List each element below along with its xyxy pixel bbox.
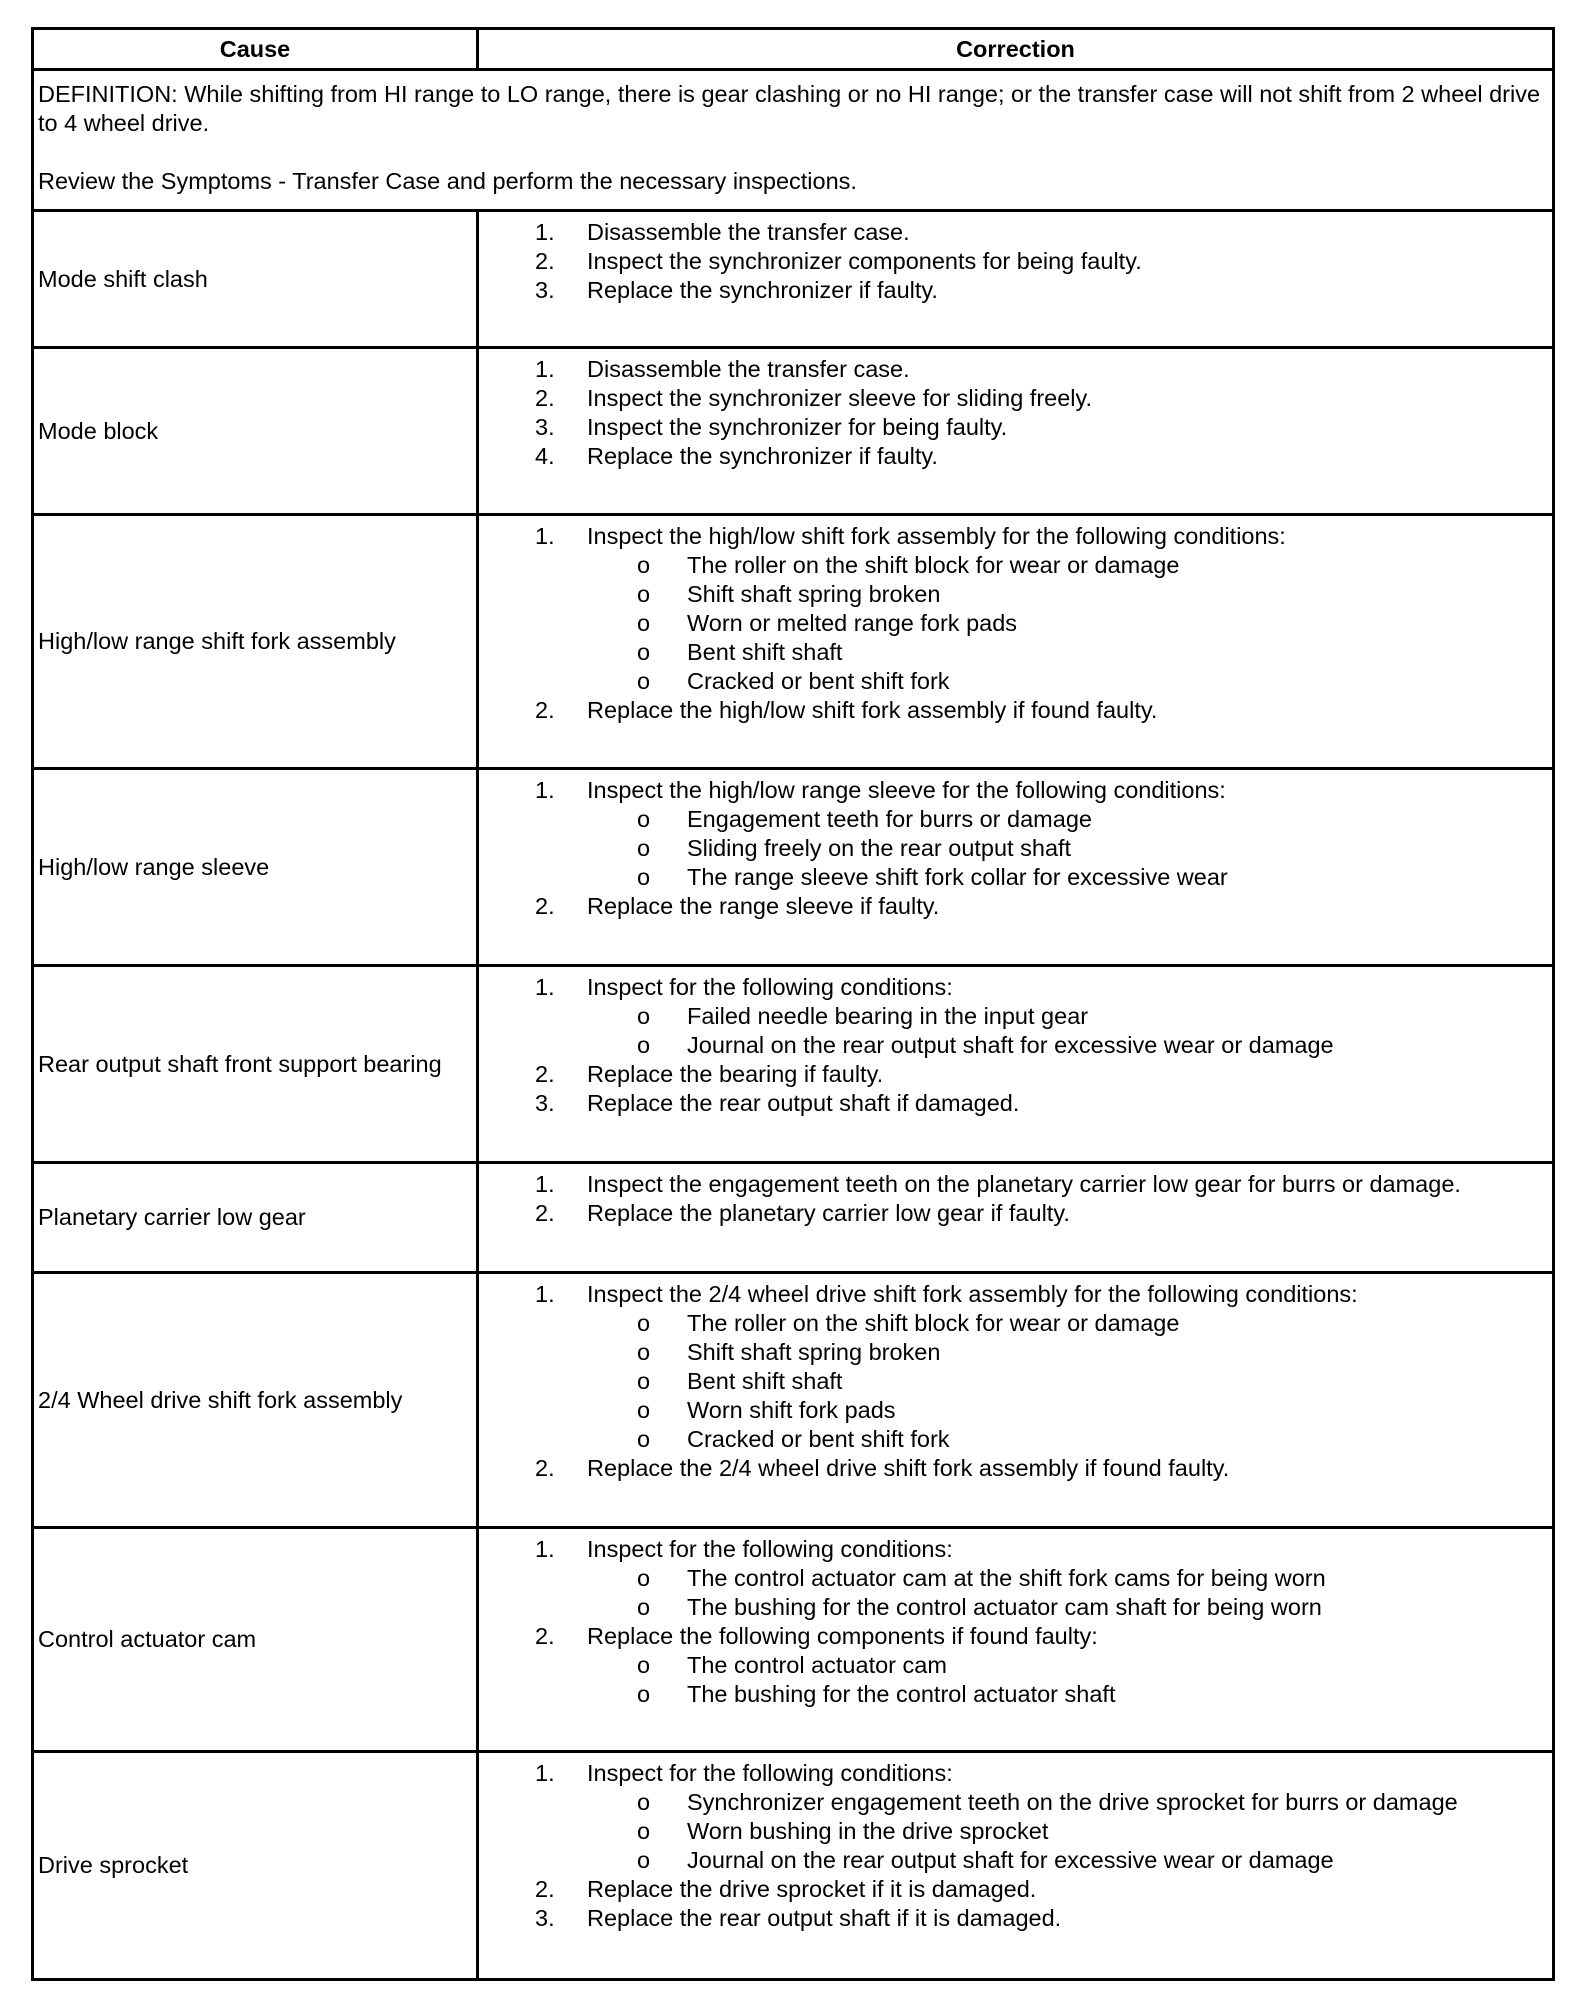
step-text: Replace the bearing if faulty. [587, 1061, 884, 1087]
correction-step [479, 776, 1552, 892]
condition-text: Engagement teeth for burrs or damage [687, 806, 1092, 832]
bullet-icon: o [637, 1681, 651, 1707]
correction-step [479, 247, 1552, 276]
table-row [33, 769, 1554, 966]
step-text: Inspect the high/low range sleeve for the following conditions: [587, 777, 1226, 803]
step-text: Inspect the 2/4 wheel drive shift fork assembly for the following conditions: [587, 1281, 1358, 1307]
step-text: Inspect for the following conditions: [587, 1536, 953, 1562]
condition-item [479, 1396, 1552, 1425]
bullet-icon: o [637, 864, 651, 890]
step-number: 1. [535, 1536, 555, 1562]
definition-cell [33, 70, 1554, 211]
table-row [33, 1752, 1554, 1980]
correction-step [479, 973, 1552, 1060]
table-row [33, 1528, 1554, 1752]
condition-item [479, 805, 1552, 834]
condition-item [479, 1651, 1552, 1680]
condition-text: Sliding freely on the rear output shaft [687, 835, 1072, 861]
step-number: 1. [535, 1281, 555, 1307]
condition-list [587, 1309, 1552, 1454]
bullet-icon: o [637, 806, 651, 832]
correction-cell [478, 1273, 1554, 1528]
correction-steps [479, 355, 1552, 471]
condition-item [479, 609, 1552, 638]
correction-step [479, 1280, 1552, 1454]
correction-cell [478, 348, 1554, 515]
table-row [33, 348, 1554, 515]
cause-cell: High/low range shift fork assembly [33, 515, 478, 769]
condition-text: Failed needle bearing in the input gear [687, 1003, 1089, 1029]
step-text: Replace the rear output shaft if it is damaged. [587, 1905, 1062, 1931]
correction-step [479, 1875, 1552, 1904]
correction-step [479, 1199, 1552, 1228]
condition-item [479, 1788, 1552, 1817]
correction-cell [478, 1528, 1554, 1752]
step-text: Replace the following components if found faulty: [587, 1623, 1098, 1649]
condition-list [587, 805, 1552, 892]
definition-row [33, 70, 1554, 211]
condition-item [479, 638, 1552, 667]
step-text: Inspect for the following conditions: [587, 1760, 953, 1786]
cause-cell: High/low range sleeve [33, 769, 478, 966]
step-text: Inspect the synchronizer components for being faulty. [587, 248, 1142, 274]
bullet-icon: o [637, 1426, 651, 1452]
table-row [33, 515, 1554, 769]
bullet-icon: o [637, 668, 651, 694]
bullet-icon: o [637, 1339, 651, 1365]
correction-step [479, 413, 1552, 442]
step-number: 2. [535, 697, 555, 723]
step-number: 2. [535, 1623, 555, 1649]
correction-cell [478, 966, 1554, 1163]
condition-item [479, 834, 1552, 863]
step-number: 1. [535, 974, 555, 1000]
condition-list [587, 1651, 1552, 1709]
condition-item [479, 1680, 1552, 1709]
definition-text: DEFINITION: While shifting from HI range to LO range, there is gear clashing or no HI range; or the transfer case will not shift from 2 wheel drive to 4 wheel drive. [38, 81, 1541, 136]
step-text: Replace the synchronizer if faulty. [587, 443, 938, 469]
step-text: Inspect the synchronizer for being faulty. [587, 414, 1008, 440]
correction-step [479, 218, 1552, 247]
step-number: 2. [535, 248, 555, 274]
diagnostic-table [31, 27, 1555, 1981]
condition-text: The range sleeve shift fork collar for excessive wear [687, 864, 1228, 890]
bullet-icon: o [637, 581, 651, 607]
step-text: Replace the drive sprocket if it is damaged. [587, 1876, 1037, 1902]
step-number: 1. [535, 1760, 555, 1786]
bullet-icon: o [637, 1565, 651, 1591]
table-row [33, 211, 1554, 348]
bullet-icon: o [637, 1789, 651, 1815]
bullet-icon: o [637, 639, 651, 665]
condition-list [587, 1002, 1552, 1060]
step-text: Disassemble the transfer case. [587, 356, 910, 382]
cause-cell: Rear output shaft front support bearing [33, 966, 478, 1163]
condition-text: The bushing for the control actuator cam shaft for being worn [687, 1594, 1322, 1620]
condition-text: Worn or melted range fork pads [687, 610, 1018, 636]
step-number: 1. [535, 356, 555, 382]
step-number: 3. [535, 1090, 555, 1116]
step-number: 2. [535, 1061, 555, 1087]
table-body [33, 70, 1554, 1980]
bullet-icon: o [637, 610, 651, 636]
condition-item [479, 1817, 1552, 1846]
condition-text: Synchronizer engagement teeth on the drive sprocket for burrs or damage [687, 1789, 1458, 1815]
step-number: 2. [535, 893, 555, 919]
correction-step [479, 276, 1552, 305]
correction-step [479, 442, 1552, 471]
condition-text: Bent shift shaft [687, 1368, 843, 1394]
correction-step [479, 1170, 1552, 1199]
correction-steps [479, 973, 1552, 1118]
step-number: 1. [535, 219, 555, 245]
correction-steps [479, 1759, 1552, 1933]
condition-item [479, 667, 1552, 696]
cause-cell: Mode shift clash [33, 211, 478, 348]
correction-step [479, 522, 1552, 696]
step-text: Replace the high/low shift fork assembly if found faulty. [587, 697, 1158, 723]
cause-column-header: Cause [33, 29, 478, 70]
correction-steps [479, 218, 1552, 305]
condition-item [479, 1367, 1552, 1396]
condition-text: Worn bushing in the drive sprocket [687, 1818, 1049, 1844]
correction-steps [479, 522, 1552, 725]
condition-item [479, 1425, 1552, 1454]
correction-steps [479, 1170, 1552, 1228]
correction-column-header: Correction [478, 29, 1554, 70]
condition-item [479, 1031, 1552, 1060]
bullet-icon: o [637, 1003, 651, 1029]
bullet-icon: o [637, 1310, 651, 1336]
step-number: 2. [535, 1455, 555, 1481]
table-row [33, 1163, 1554, 1273]
correction-steps [479, 776, 1552, 921]
correction-step [479, 1089, 1552, 1118]
condition-item [479, 1593, 1552, 1622]
condition-item [479, 1309, 1552, 1338]
correction-step [479, 355, 1552, 384]
condition-text: The roller on the shift block for wear or damage [687, 552, 1180, 578]
cause-cell: 2/4 Wheel drive shift fork assembly [33, 1273, 478, 1528]
step-number: 2. [535, 1876, 555, 1902]
condition-text: The bushing for the control actuator shaft [687, 1681, 1116, 1707]
step-number: 1. [535, 523, 555, 549]
condition-text: Bent shift shaft [687, 639, 843, 665]
step-number: 2. [535, 385, 555, 411]
correction-cell [478, 515, 1554, 769]
cause-cell: Mode block [33, 348, 478, 515]
correction-steps [479, 1280, 1552, 1483]
step-text: Disassemble the transfer case. [587, 219, 910, 245]
condition-list [587, 1564, 1552, 1622]
step-number: 3. [535, 414, 555, 440]
cause-cell: Planetary carrier low gear [33, 1163, 478, 1273]
condition-item [479, 1338, 1552, 1367]
condition-text: Worn shift fork pads [687, 1397, 896, 1423]
condition-text: The roller on the shift block for wear or damage [687, 1310, 1180, 1336]
correction-cell [478, 1752, 1554, 1980]
step-text: Inspect the synchronizer sleeve for sliding freely. [587, 385, 1093, 411]
condition-list [587, 551, 1552, 696]
step-number: 3. [535, 277, 555, 303]
step-text: Inspect the engagement teeth on the planetary carrier low gear for burrs or damage. [587, 1171, 1461, 1197]
condition-text: The control actuator cam [687, 1652, 947, 1678]
condition-text: Shift shaft spring broken [687, 581, 941, 607]
condition-item [479, 863, 1552, 892]
bullet-icon: o [637, 1397, 651, 1423]
bullet-icon: o [637, 835, 651, 861]
step-text: Replace the range sleeve if faulty. [587, 893, 940, 919]
step-text: Inspect the high/low shift fork assembly for the following conditions: [587, 523, 1286, 549]
correction-steps [479, 1535, 1552, 1709]
cause-cell: Drive sprocket [33, 1752, 478, 1980]
bullet-icon: o [637, 1368, 651, 1394]
condition-list [587, 1788, 1552, 1875]
condition-text: Cracked or bent shift fork [687, 668, 950, 694]
correction-step [479, 1904, 1552, 1933]
correction-cell [478, 1163, 1554, 1273]
step-text: Replace the synchronizer if faulty. [587, 277, 938, 303]
table-header-row [33, 29, 1554, 70]
step-number: 1. [535, 1171, 555, 1197]
correction-step [479, 1759, 1552, 1875]
condition-item [479, 1564, 1552, 1593]
bullet-icon: o [637, 1847, 651, 1873]
step-number: 3. [535, 1905, 555, 1931]
bullet-icon: o [637, 1032, 651, 1058]
correction-step [479, 1060, 1552, 1089]
step-text: Inspect for the following conditions: [587, 974, 953, 1000]
bullet-icon: o [637, 1594, 651, 1620]
step-number: 1. [535, 777, 555, 803]
correction-step [479, 1535, 1552, 1622]
step-text: Replace the planetary carrier low gear if faulty. [587, 1200, 1070, 1226]
table-row [33, 1273, 1554, 1528]
correction-cell [478, 769, 1554, 966]
condition-item [479, 1002, 1552, 1031]
bullet-icon: o [637, 1652, 651, 1678]
condition-text: Journal on the rear output shaft for excessive wear or damage [687, 1847, 1334, 1873]
correction-step [479, 892, 1552, 921]
step-number: 2. [535, 1200, 555, 1226]
bullet-icon: o [637, 1818, 651, 1844]
step-text: Replace the 2/4 wheel drive shift fork assembly if found faulty. [587, 1455, 1230, 1481]
cause-cell: Control actuator cam [33, 1528, 478, 1752]
condition-text: The control actuator cam at the shift fork cams for being worn [687, 1565, 1326, 1591]
condition-item [479, 1846, 1552, 1875]
correction-cell [478, 211, 1554, 348]
bullet-icon: o [637, 552, 651, 578]
correction-step [479, 384, 1552, 413]
step-text: Replace the rear output shaft if damaged. [587, 1090, 1020, 1116]
review-instruction: Review the Symptoms - Transfer Case and perform the necessary inspections. [38, 168, 857, 194]
condition-item [479, 580, 1552, 609]
table-row [33, 966, 1554, 1163]
condition-item [479, 551, 1552, 580]
step-number: 4. [535, 443, 555, 469]
correction-step [479, 696, 1552, 725]
correction-step [479, 1622, 1552, 1709]
condition-text: Cracked or bent shift fork [687, 1426, 950, 1452]
condition-text: Shift shaft spring broken [687, 1339, 941, 1365]
correction-step [479, 1454, 1552, 1483]
condition-text: Journal on the rear output shaft for excessive wear or damage [687, 1032, 1334, 1058]
